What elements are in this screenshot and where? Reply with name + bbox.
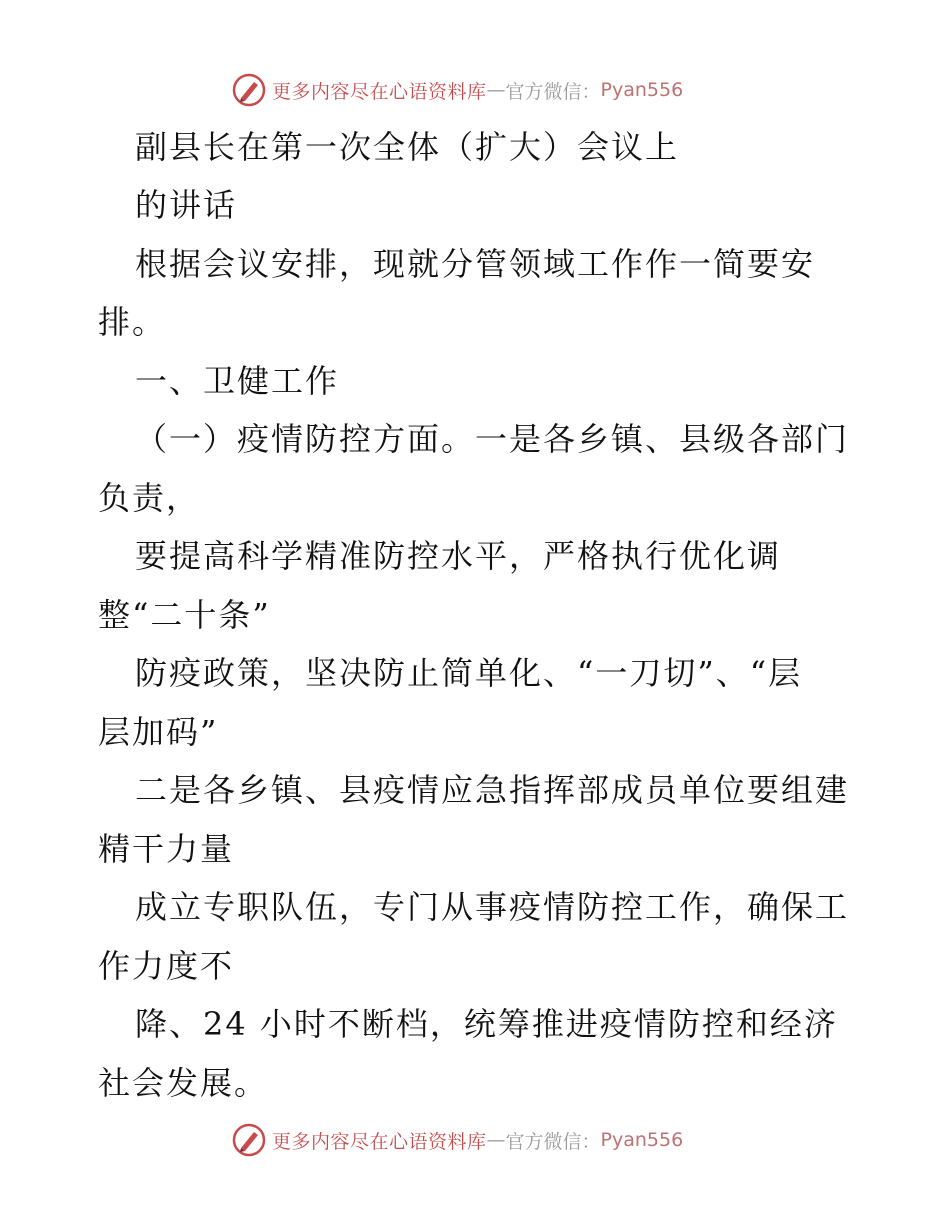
watermark-account: Pyan556 [600,1129,684,1151]
pen-logo-icon [232,1123,266,1157]
watermark-account: Pyan556 [600,79,684,101]
doc-paragraph-line: 要提高科学精准防控水平，严格执行优化调 [135,537,782,575]
watermark-brand-text: 更多内容尽在心语资料库 [272,80,487,103]
watermark-dash: — [486,1129,506,1151]
doc-paragraph-line: 作力度不 [98,947,235,985]
watermark-official-label: 官方微信： [505,1130,601,1153]
doc-paragraph-line: （一）疫情防控方面。一是各乡镇、县级各部门 [135,420,850,458]
watermark-brand-text: 更多内容尽在心语资料库 [272,1130,487,1153]
watermark-banner-bottom [232,1122,683,1158]
watermark-dash: — [486,79,506,101]
doc-paragraph-line: 成立专职队伍，专门从事疫情防控工作，确保工 [135,888,850,926]
doc-paragraph-line: 整“二十条” [98,596,271,634]
doc-paragraph-line: 二是各乡镇、县疫情应急指挥部成员单位要组建 [135,771,850,809]
doc-paragraph-line: 社会发展。 [98,1064,269,1102]
doc-paragraph-line: 层加码” [98,713,219,751]
watermark-official-label: 官方微信： [505,80,601,103]
doc-paragraph-line: 负责， [98,479,201,517]
doc-paragraph-line: 精干力量 [98,830,235,868]
doc-paragraph-line: 排。 [98,303,167,341]
doc-section-heading: 一、卫健工作 [135,362,340,400]
doc-title-line-1: 副县长在第一次全体（扩大）会议上 [135,128,680,166]
doc-paragraph-line: 根据会议安排，现就分管领域工作作一简要安 [135,245,816,283]
doc-title-line-2: 的讲话 [135,186,238,224]
doc-paragraph-line: 防疫政策，坚决防止简单化、“一刀切”、“层 [135,654,803,692]
doc-paragraph-line: 降、24 小时不断档，统筹推进疫情防控和经济 [135,1005,838,1043]
